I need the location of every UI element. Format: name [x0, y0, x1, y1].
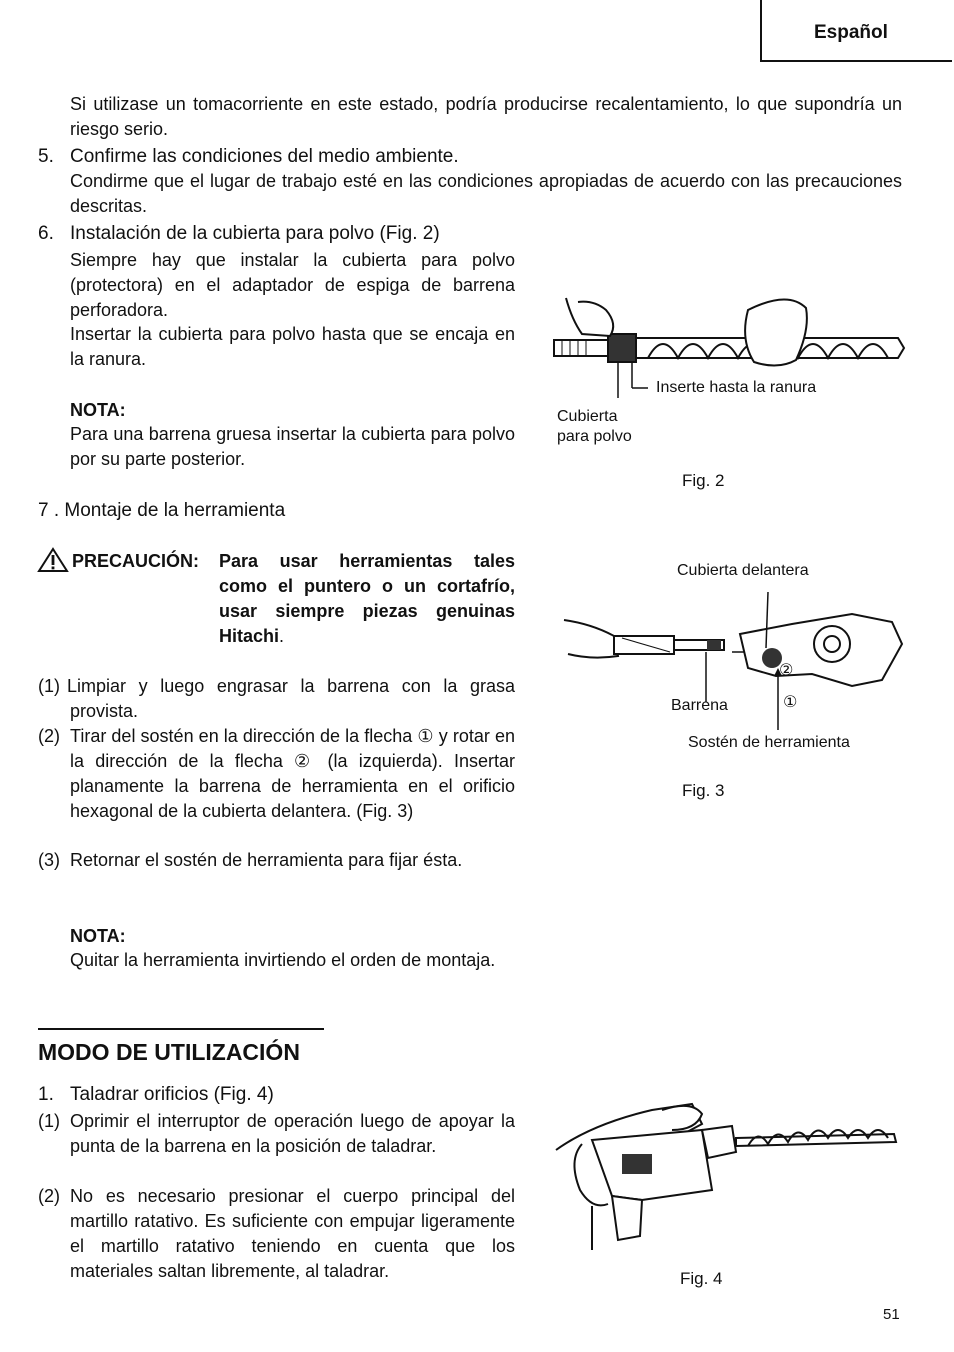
section-item-1-number: 1. — [38, 1084, 54, 1105]
item-6-body-2: Insertar la cubierta para polvo hasta que se encaja en la ranura. — [70, 324, 515, 369]
fig-3-marker-2: ② — [779, 662, 794, 679]
fig-4-illustration — [552, 1100, 898, 1257]
step-number: (2) — [38, 726, 60, 746]
section-step-2 — [38, 1184, 515, 1284]
fig-2-label-cover-1: Cubierta — [557, 408, 618, 425]
section-step-1 — [38, 1109, 515, 1159]
fig-2-caption: Fig. 2 — [682, 471, 725, 490]
step-text: No es necesario presionar el cuerpo principal del martillo ratativo. Es suficiente con empujar ligeramente el martillo ratativo teniendo en cuenta que los materiales saltan libremente, al taladrar. — [70, 1186, 515, 1281]
item-7-step-1 — [38, 674, 515, 724]
section-item-1-title: Taladrar orificios (Fig. 4) — [70, 1084, 274, 1105]
fig-3-label-bit: Barrena — [671, 697, 728, 714]
step-number: (1) — [38, 1111, 60, 1131]
caution-label: PRECAUCIÓN: — [72, 551, 200, 571]
fig-3-caption: Fig. 3 — [682, 781, 725, 800]
item-6-number: 6. — [38, 223, 54, 244]
fig-2-label-groove: Inserte hasta la ranura — [656, 379, 817, 396]
caution-text-end: . — [279, 626, 285, 646]
item-6-note-body: Para una barrena gruesa insertar la cubierta para polvo por su parte posterior. — [70, 424, 515, 469]
caution-text — [219, 549, 515, 649]
warning-icon — [38, 548, 68, 579]
item-7-title: 7 . Montaje de la herramienta — [38, 500, 286, 521]
page-number: 51 — [883, 1306, 900, 1323]
fig-3-marker-1: ① — [783, 694, 798, 711]
fig-2-label-cover-2: para polvo — [557, 428, 632, 445]
step-number: (1) — [38, 676, 60, 696]
language-tab — [760, 0, 952, 62]
item-7-step-2 — [38, 724, 515, 824]
item-7-note-label: NOTA: — [70, 926, 126, 946]
step-number: (3) — [38, 850, 60, 870]
item-5-number: 5. — [38, 146, 54, 167]
item-6-note-label: NOTA: — [70, 400, 126, 420]
fig-3-label-holder: Sostén de herramienta — [688, 734, 850, 751]
step-number: (2) — [38, 1186, 60, 1206]
caution-text-bold: Para usar herramientas tales como el puntero o un cortafrío, usar siempre piezas genuinas Hitachi — [219, 551, 515, 646]
section-item-1 — [38, 1082, 515, 1107]
item-5-body: Condirme que el lugar de trabajo esté en las condiciones apropiadas de acuerdo con las precauciones descritas. — [70, 171, 902, 216]
item-7-note-body: Quitar la herramienta invirtiendo el orden de montaja. — [70, 950, 496, 970]
item-7-step-3 — [38, 848, 515, 873]
step-text: Limpiar y luego engrasar la barrena con la grasa provista. — [67, 676, 515, 721]
fig-4-caption: Fig. 4 — [680, 1269, 723, 1288]
item-5-title: Confirme las condiciones del medio ambiente. — [70, 146, 459, 167]
item-6-title: Instalación de la cubierta para polvo (Fig. 2) — [70, 223, 440, 244]
language-label: Español — [814, 22, 888, 43]
item-6 — [38, 221, 538, 246]
item-6-body-1: Siempre hay que instalar la cubierta para polvo (protectora) en el adaptador de espiga de barrena perforadora. — [70, 250, 515, 320]
step-text: Retornar el sostén de herramienta para fijar ésta. — [70, 850, 463, 870]
item-5 — [38, 144, 902, 219]
fig-3-label-front-cover: Cubierta delantera — [677, 562, 809, 579]
step-text: Oprimir el interruptor de operación luego de apoyar la punta de la barrena en la posición de taladrar. — [70, 1111, 515, 1156]
intro-paragraph: Si utilizase un tomacorriente en este estado, podría producirse recalentamiento, lo que supondría un riesgo serio. — [70, 94, 902, 139]
step-text: Tirar del sostén en la dirección de la flecha ① y rotar en la dirección de la flecha ② (la izquierda). Insertar planamente la barrena de herramienta en el orificio hexagonal de la cubierta delantera. (Fig. 3) — [70, 726, 515, 821]
fig-3-illustration — [552, 584, 908, 741]
section-title: MODO DE UTILIZACIÓN — [38, 1028, 324, 1065]
